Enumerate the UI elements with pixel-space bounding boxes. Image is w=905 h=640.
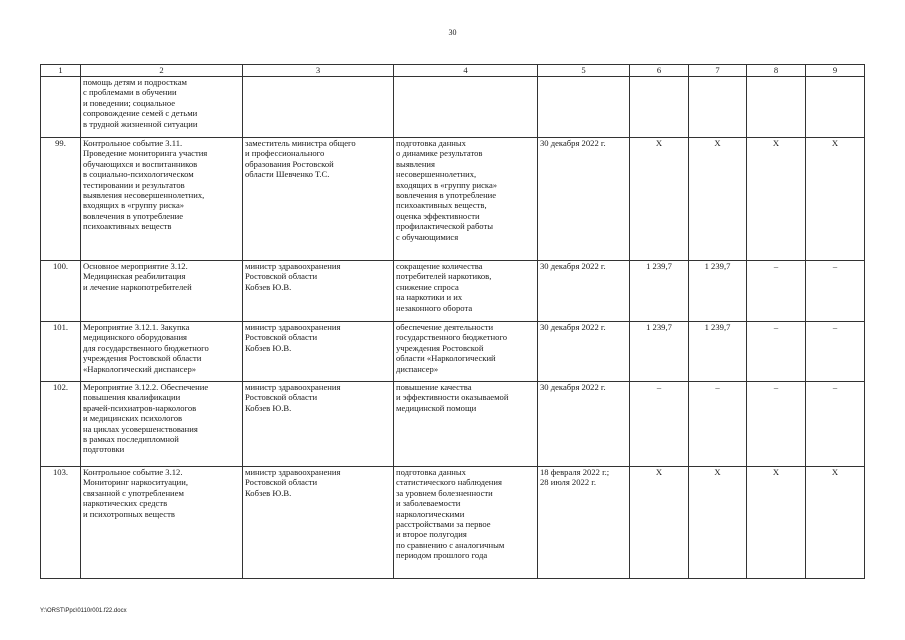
responsible-executor: министр здравоохранения Ростовской области Кобзев Ю.В. bbox=[243, 261, 394, 322]
table-row bbox=[41, 322, 865, 382]
row-number: 101. bbox=[41, 322, 81, 382]
column-8-value: – bbox=[747, 382, 806, 467]
deadline: 30 декабря 2022 г. bbox=[538, 322, 630, 382]
table-row bbox=[41, 77, 865, 138]
table-row bbox=[41, 467, 865, 579]
deadline: 30 декабря 2022 г. bbox=[538, 261, 630, 322]
column-7-value: 1 239,7 bbox=[689, 261, 747, 322]
column-6-value: Х bbox=[630, 467, 689, 579]
column-9-value: – bbox=[806, 261, 865, 322]
row-number: 100. bbox=[41, 261, 81, 322]
page-number: 30 bbox=[448, 28, 457, 37]
expected-result: сокращение количества потребителей наркотиков, снижение спроса на наркотики и их незаконного оборота bbox=[394, 261, 538, 322]
responsible-executor: министр здравоохранения Ростовской области Кобзев Ю.В. bbox=[243, 382, 394, 467]
activity-name: Мероприятие 3.12.1. Закупка медицинского оборудования для государственного бюджетного учреждения Ростовской области «Наркологический диспансер» bbox=[81, 322, 243, 382]
activity-name: Контрольное событие 3.12. Мониторинг наркоситуации, связанной с употреблением наркотических средств и психотропных веществ bbox=[81, 467, 243, 579]
responsible-executor: заместитель министра общего и профессионального образования Ростовской области Шевченко Т.С. bbox=[243, 138, 394, 261]
column-7-value: – bbox=[689, 382, 747, 467]
deadline bbox=[538, 77, 630, 138]
responsible-executor bbox=[243, 77, 394, 138]
row-number: 103. bbox=[41, 467, 81, 579]
column-7-value: Х bbox=[689, 138, 747, 261]
table-row bbox=[41, 138, 865, 261]
table-row bbox=[41, 261, 865, 322]
activity-name: помощь детям и подросткам с проблемами в обучении и поведении; социальное сопровождение семей с детьми в трудной жизненной ситуации bbox=[81, 77, 243, 138]
column-6-value: Х bbox=[630, 138, 689, 261]
table-row bbox=[41, 382, 865, 467]
expected-result: подготовка данных о динамике результатов выявления несовершеннолетних, входящих в «группу риска» вовлечения в употребление психоактивных веществ, оценка эффективности профилактической работы с обучающимися bbox=[394, 138, 538, 261]
row-number: 102. bbox=[41, 382, 81, 467]
column-6-value bbox=[630, 77, 689, 138]
expected-result: повышение качества и эффективности оказываемой медицинской помощи bbox=[394, 382, 538, 467]
column-6-value: 1 239,7 bbox=[630, 261, 689, 322]
column-8-value: – bbox=[747, 261, 806, 322]
column-number-row bbox=[41, 65, 865, 77]
column-9-value: – bbox=[806, 322, 865, 382]
column-header: 3 bbox=[243, 65, 394, 77]
column-8-value: Х bbox=[747, 138, 806, 261]
column-header: 7 bbox=[689, 65, 747, 77]
responsible-executor: министр здравоохранения Ростовской области Кобзев Ю.В. bbox=[243, 322, 394, 382]
column-7-value bbox=[689, 77, 747, 138]
plan-table bbox=[40, 64, 865, 579]
deadline: 30 декабря 2022 г. bbox=[538, 382, 630, 467]
column-8-value: Х bbox=[747, 467, 806, 579]
column-header: 2 bbox=[81, 65, 243, 77]
row-number: 99. bbox=[41, 138, 81, 261]
expected-result bbox=[394, 77, 538, 138]
column-8-value: – bbox=[747, 322, 806, 382]
responsible-executor: министр здравоохранения Ростовской области Кобзев Ю.В. bbox=[243, 467, 394, 579]
column-6-value: – bbox=[630, 382, 689, 467]
column-7-value: Х bbox=[689, 467, 747, 579]
column-6-value: 1 239,7 bbox=[630, 322, 689, 382]
expected-result: обеспечение деятельности государственного бюджетного учреждения Ростовской области «Наркологический диспансер» bbox=[394, 322, 538, 382]
column-9-value: – bbox=[806, 382, 865, 467]
column-9-value: Х bbox=[806, 467, 865, 579]
expected-result: подготовка данных статистического наблюдения за уровнем болезненности и заболеваемости наркологическими расстройствами за первое и второе полугодия по сравнению с аналогичным периодом прошлого года bbox=[394, 467, 538, 579]
column-header: 1 bbox=[41, 65, 81, 77]
column-header: 9 bbox=[806, 65, 865, 77]
deadline: 30 декабря 2022 г. bbox=[538, 138, 630, 261]
deadline: 18 февраля 2022 г.; 28 июля 2022 г. bbox=[538, 467, 630, 579]
column-header: 5 bbox=[538, 65, 630, 77]
column-header: 6 bbox=[630, 65, 689, 77]
column-header: 4 bbox=[394, 65, 538, 77]
column-9-value: Х bbox=[806, 138, 865, 261]
row-number bbox=[41, 77, 81, 138]
column-8-value bbox=[747, 77, 806, 138]
activity-name: Контрольное событие 3.11. Проведение мониторинга участия обучающихся и воспитанников в социально-психологическом тестировании и результатов выявления несовершеннолетних, входящих в «группу риска» вовлечения в употребление психоактивных веществ bbox=[81, 138, 243, 261]
column-7-value: 1 239,7 bbox=[689, 322, 747, 382]
activity-name: Основное мероприятие 3.12. Медицинская реабилитация и лечение наркопотребителей bbox=[81, 261, 243, 322]
activity-name: Мероприятие 3.12.2. Обеспечение повышения квалификации врачей-психиатров-наркологов и медицинских психологов на циклах усовершенствования в рамках последипломной подготовки bbox=[81, 382, 243, 467]
column-9-value bbox=[806, 77, 865, 138]
file-path-footer: Y:\ORST\Ppc\0110r001.f22.docx bbox=[40, 608, 127, 614]
column-header: 8 bbox=[747, 65, 806, 77]
